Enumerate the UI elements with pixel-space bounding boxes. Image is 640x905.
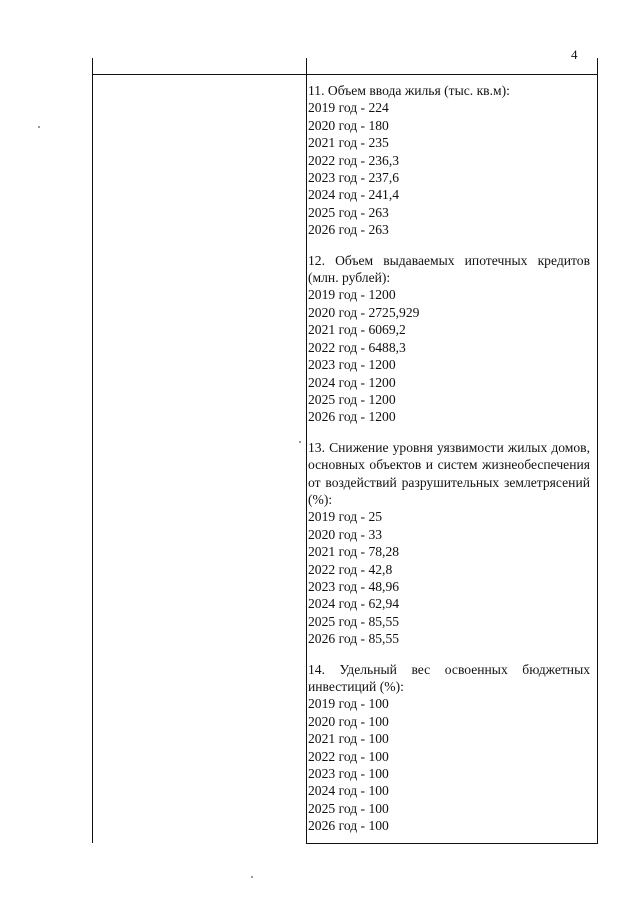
year-value: 2023 год - 100	[308, 766, 389, 782]
indicator-13	[308, 439, 590, 648]
year-value: 2025 год - 100	[308, 800, 389, 816]
table-top-border	[92, 74, 598, 75]
year-value: 2020 год - 2725,929	[308, 304, 420, 320]
indicator-title: 11. Объем ввода жилья (тыс. кв.м):	[308, 83, 510, 98]
indicator-14	[308, 661, 590, 835]
indicator-values	[308, 695, 590, 834]
year-value: 2022 год - 42,8	[308, 561, 393, 577]
year-value: 2020 год - 100	[308, 713, 389, 729]
year-value: 2021 год - 78,28	[308, 544, 400, 560]
year-value: 2023 год - 48,96	[308, 578, 400, 594]
year-value: 2021 год - 6069,2	[308, 322, 406, 338]
indicator-12	[308, 252, 590, 426]
indicators-cell	[308, 82, 590, 848]
year-value: 2024 год - 1200	[308, 374, 396, 390]
scan-speck	[38, 126, 40, 128]
year-value: 2023 год - 237,6	[308, 170, 400, 186]
year-value: 2026 год - 1200	[308, 409, 396, 425]
year-value: 2025 год - 263	[308, 204, 389, 220]
table-right-border	[597, 58, 598, 844]
year-value: 2019 год - 100	[308, 696, 389, 712]
indicator-values	[308, 508, 590, 647]
scan-speck	[299, 441, 301, 443]
indicator-values	[308, 286, 590, 425]
year-value: 2019 год - 224	[308, 100, 389, 116]
year-value: 2026 год - 263	[308, 222, 389, 238]
year-value: 2024 год - 241,4	[308, 187, 400, 203]
year-value: 2026 год - 85,55	[308, 631, 400, 647]
year-value: 2025 год - 85,55	[308, 613, 400, 629]
year-value: 2021 год - 100	[308, 731, 389, 747]
year-value: 2024 год - 62,94	[308, 596, 400, 612]
year-value: 2019 год - 25	[308, 509, 383, 525]
year-value: 2026 год - 100	[308, 818, 389, 834]
indicator-values	[308, 99, 590, 238]
year-value: 2020 год - 180	[308, 117, 389, 133]
year-value: 2022 год - 100	[308, 748, 389, 764]
table-column-divider	[306, 58, 307, 844]
year-value: 2023 год - 1200	[308, 357, 396, 373]
year-value: 2024 год - 100	[308, 783, 389, 799]
year-value: 2025 год - 1200	[308, 391, 396, 407]
indicator-11	[308, 82, 590, 239]
year-value: 2022 год - 6488,3	[308, 339, 406, 355]
page-number: 4	[571, 47, 578, 62]
year-value: 2020 год - 33	[308, 526, 383, 542]
table-left-border	[92, 58, 93, 843]
scan-speck	[251, 876, 253, 878]
indicator-title: 12. Объем выдаваемых ипотечных кредитов (млн. рублей):	[308, 252, 590, 286]
year-value: 2021 год - 235	[308, 135, 389, 151]
year-value: 2019 год - 1200	[308, 287, 396, 303]
indicator-title: 13. Снижение уровня уязвимости жилых домов, основных объектов и систем жизнеобеспечения от воздействий разрушительных землетрясений (%):	[308, 439, 590, 507]
indicator-title: 14. Удельный вес освоенных бюджетных инвестиций (%):	[308, 661, 590, 694]
year-value: 2022 год - 236,3	[308, 152, 400, 168]
